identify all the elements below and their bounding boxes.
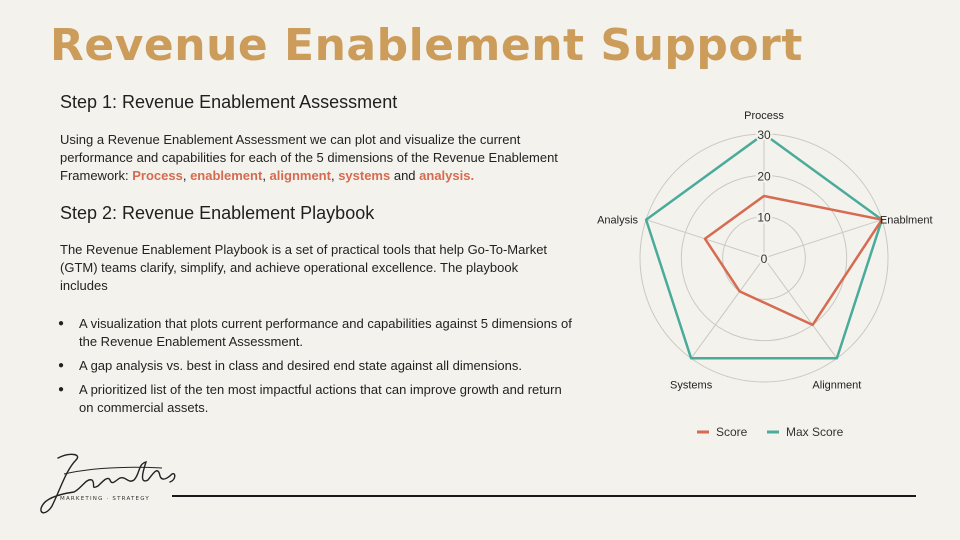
dim-alignment: alignment <box>269 168 331 183</box>
dim-systems: systems <box>338 168 391 183</box>
step2-heading: Step 2: Revenue Enablement Playbook <box>60 203 375 223</box>
radar-tick-label: 30 <box>757 128 771 142</box>
sep: , <box>330 168 339 183</box>
radar-axis-label: Enablment <box>879 214 933 227</box>
step1-paragraph <box>60 131 570 185</box>
signature-logo <box>30 450 180 520</box>
sep: , <box>182 168 191 183</box>
footer-divider <box>172 495 916 497</box>
dim-enablement: enablement <box>190 168 263 183</box>
bullet-item: ● A gap analysis vs. best in class and desired end state against all dimensions. <box>58 357 573 375</box>
legend-label: Max Score <box>786 425 844 439</box>
slide-title: Revenue Enablement Support <box>50 20 803 71</box>
step2-paragraph: The Revenue Enablement Playbook is a set of practical tools that help Go-To-Market (GTM) teams clarify, simplify, and achieve operational excellence. The playbook includes <box>60 242 548 293</box>
signature-graphic <box>30 450 180 520</box>
step1-heading: Step 1: Revenue Enablement Assessment <box>60 92 398 112</box>
playbook-bullet-list <box>58 315 573 423</box>
bullet-item: ● A prioritized list of the ten most impactful actions that can improve growth and return on commercial assets. <box>58 381 573 417</box>
sep: , <box>262 168 270 183</box>
radar-tick-label: 20 <box>757 169 771 184</box>
step1-text: Using a Revenue Enablement Assessment we can plot and visualize the current performance and capabilities for each of the 5 dimensions of the Revenue Enablement Framework: <box>60 132 558 183</box>
bullet-item: ● A visualization that plots current performance and capabilities against 5 dimensions of the Revenue Enablement Assessment. <box>58 315 573 351</box>
dim-process: Process <box>132 168 183 183</box>
logo-tagline: MARKETING · STRATEGY <box>60 496 150 502</box>
radar-axis-label: Alignment <box>812 379 862 392</box>
radar-axis-label: Systems <box>670 379 713 392</box>
legend-label: Score <box>716 425 748 439</box>
series-score-line <box>705 196 882 325</box>
dim-analysis: analysis. <box>419 168 475 183</box>
radar-tick-label: 0 <box>760 252 768 266</box>
radar-chart <box>585 100 955 455</box>
radar-axis-label: Process <box>744 110 784 122</box>
sep: and <box>390 168 420 183</box>
radar-spoke <box>764 220 882 258</box>
radar-axis-label: Analysis <box>597 214 639 227</box>
radar-tick-label: 10 <box>757 210 771 225</box>
